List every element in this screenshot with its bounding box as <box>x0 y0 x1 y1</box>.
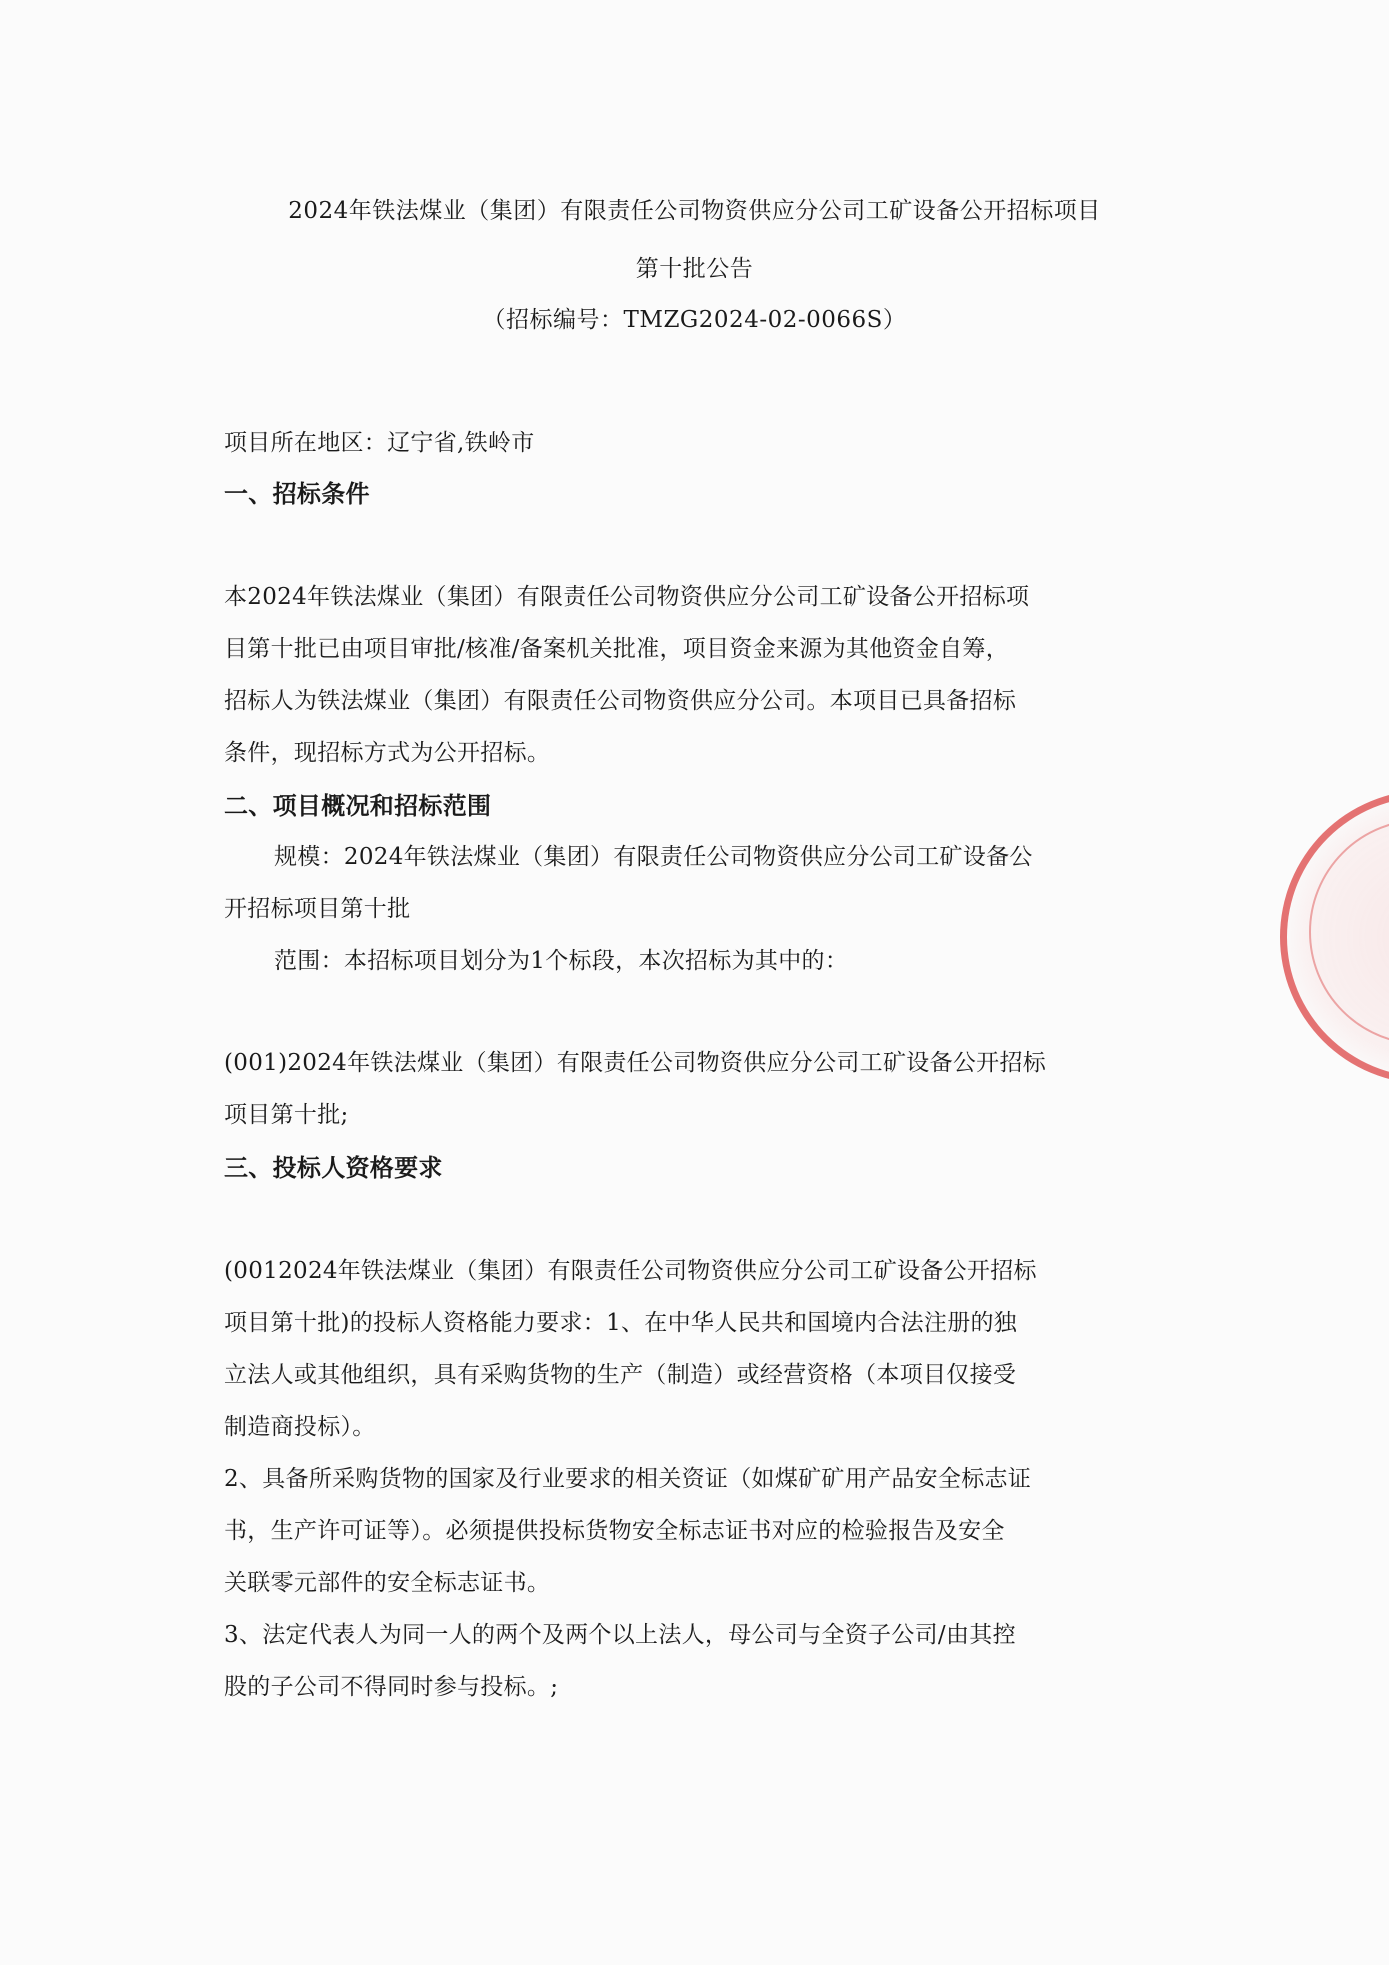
section3-text-line: 书，生产许可证等）。必须提供投标货物安全标志证书对应的检验报告及安全 <box>224 1518 1005 1544</box>
section2-scope: 范围：本招标项目划分为1个标段，本次招标为其中的： <box>274 948 849 974</box>
section1-text-line: 条件，现招标方式为公开招标。 <box>224 740 551 766</box>
section3-heading: 三、投标人资格要求 <box>224 1153 443 1182</box>
section2-lot-line: (001)2024年铁法煤业（集团）有限责任公司物资供应分公司工矿设备公开招标 <box>224 1050 1047 1076</box>
section1-text-line: 本2024年铁法煤业（集团）有限责任公司物资供应分公司工矿设备公开招标项 <box>224 584 1030 610</box>
section3-text-line: 3、法定代表人为同一人的两个及两个以上法人，母公司与全资子公司/由其控 <box>224 1622 1016 1648</box>
section3-text-line: 2、具备所采购货物的国家及行业要求的相关资证（如煤矿矿用产品安全标志证 <box>224 1466 1032 1492</box>
section1-heading: 一、招标条件 <box>224 479 370 508</box>
company-seal <box>1280 790 1389 1084</box>
section3-text-line: 立法人或其他组织，具有采购货物的生产（制造）或经营资格（本项目仅接受 <box>224 1362 1017 1388</box>
section1-text-line: 目第十批已由项目审批/核准/备案机关批准，项目资金来源为其他资金自筹， <box>224 636 1009 662</box>
section3-text-line: 关联零元部件的安全标志证书。 <box>224 1570 551 1596</box>
document-title-line1: 2024年铁法煤业（集团）有限责任公司物资供应分公司工矿设备公开招标项目 <box>288 198 1101 224</box>
section2-lot-line: 项目第十批; <box>224 1102 349 1128</box>
section2-scale-line: 规模：2024年铁法煤业（集团）有限责任公司物资供应分公司工矿设备公 <box>274 844 1033 870</box>
document-title-line2: 第十批公告 <box>635 256 754 282</box>
section3-text-line: 项目第十批)的投标人资格能力要求：1、在中华人民共和国境内合法注册的独 <box>224 1310 1018 1336</box>
section3-text-line: (0012024年铁法煤业（集团）有限责任公司物资供应分公司工矿设备公开招标 <box>224 1258 1037 1284</box>
section2-heading: 二、项目概况和招标范围 <box>224 791 492 820</box>
section3-text-line: 制造商投标）。 <box>224 1414 376 1440</box>
section2-scale-line: 开招标项目第十批 <box>224 896 411 922</box>
section3-text-line: 股的子公司不得同时参与投标。; <box>224 1674 559 1700</box>
seal-inner-ring <box>1309 819 1389 1045</box>
project-region: 项目所在地区：辽宁省,铁岭市 <box>224 430 535 456</box>
tender-number: （招标编号：TMZG2024-02-0066S） <box>482 307 907 333</box>
section1-text-line: 招标人为铁法煤业（集团）有限责任公司物资供应分公司。本项目已具备招标 <box>224 688 1017 714</box>
